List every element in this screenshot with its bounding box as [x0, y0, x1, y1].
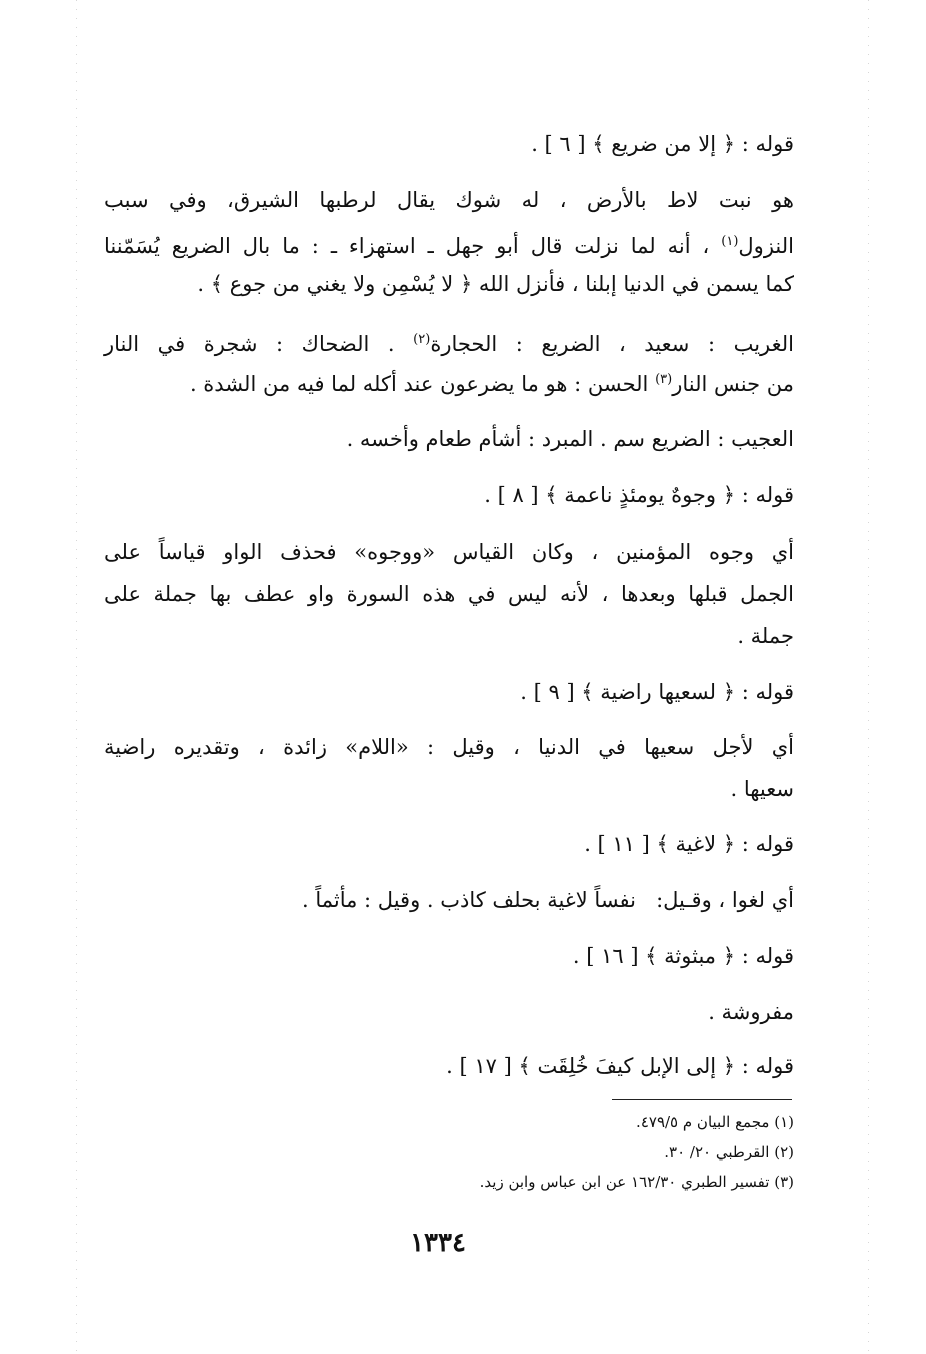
scan-margin-left: [76, 0, 77, 1354]
body-line: أي وجوه المؤمنين ، وكان القياس «ووجوه» فحذف الواو قياساً على: [104, 540, 794, 564]
verse-heading-17: قوله : ﴿ إلى الإبل كيفَ خُلِقَت ﴾ [ ١٧ ] .: [446, 1054, 794, 1078]
body-line: [104, 225, 794, 263]
footnote-ref: (٢): [413, 332, 431, 347]
footnote-ref: (١): [721, 234, 739, 249]
footnote-3: (٣) تفسير الطبري ١٦٢/٣٠ عن ابن عباس وابن زيد.: [479, 1173, 794, 1191]
body-text: أي لغوا ، وقـيل:: [656, 888, 794, 912]
body-text: من جنس النار: [672, 372, 794, 396]
body-text: النزول: [738, 234, 794, 258]
footnote-ref: (٣): [655, 372, 673, 387]
body-line: سعيها .: [730, 777, 794, 801]
scan-margin-right: [868, 0, 869, 1354]
body-line: [104, 323, 794, 361]
body-line: جملة .: [737, 624, 794, 648]
body-line: هو نبت لاط بالأرض ، له شوك يقال لرطبها الشيرق، وفي سبب: [104, 188, 794, 212]
body-text: ، أنه لما نزلت قال أبو جهل ـ استهزاء ـ : ما بال الضريع يُسَمّننا: [104, 234, 710, 258]
footnote-2: (٢) القرطبي ٢٠/ ٣٠.: [664, 1143, 794, 1161]
body-line: [190, 363, 794, 401]
footnote-divider: [612, 1099, 792, 1100]
body-line: العجيب : الضريع سم . المبرد : أشأم طعام وأخسه .: [346, 427, 794, 451]
body-text: . الضحاك : شجرة في النار: [104, 332, 395, 356]
verse-heading-11: قوله : ﴿ لاغية ﴾ [ ١١ ] .: [584, 832, 794, 856]
body-line: [302, 883, 794, 917]
body-text: نفساً لاغية بحلف كاذب . وقيل : مأثماً .: [301, 888, 637, 912]
footnote-1: (١) مجمع البيان م ٤٧٩/٥.: [636, 1113, 794, 1131]
verse-heading-6: قوله : ﴿ إلا من ضريع ﴾ [ ٦ ] .: [531, 132, 794, 156]
verse-heading-16: قوله : ﴿ مبثوثة ﴾ [ ١٦ ] .: [572, 944, 794, 968]
page-number: ١٣٣٤: [410, 1228, 466, 1258]
body-line: أي لأجل سعيها في الدنيا ، وقيل : «اللام» زائدة ، وتقديره راضية: [104, 735, 794, 759]
body-text: الحسن : هو ما يضرعون عند أكله لما فيه من الشدة .: [189, 372, 649, 396]
body-line: مفروشة .: [708, 1000, 794, 1024]
verse-heading-9: قوله : ﴿ لسعيها راضية ﴾ [ ٩ ] .: [520, 680, 794, 704]
body-line: كما يسمن في الدنيا إبلنا ، فأنزل الله ﴿ لا يُسْمِن ولا يغني من جوع ﴾ .: [197, 272, 794, 296]
body-line: الجمل قبلها وبعدها ، لأنه ليس في هذه السورة واو عطف بها جملة على: [104, 582, 794, 606]
verse-heading-8: قوله : ﴿ وجوهٌ يومئذٍ ناعمة ﴾ [ ٨ ] .: [484, 483, 794, 507]
body-text: الغريب : سعيد ، الضريع : الحجارة: [430, 332, 794, 356]
